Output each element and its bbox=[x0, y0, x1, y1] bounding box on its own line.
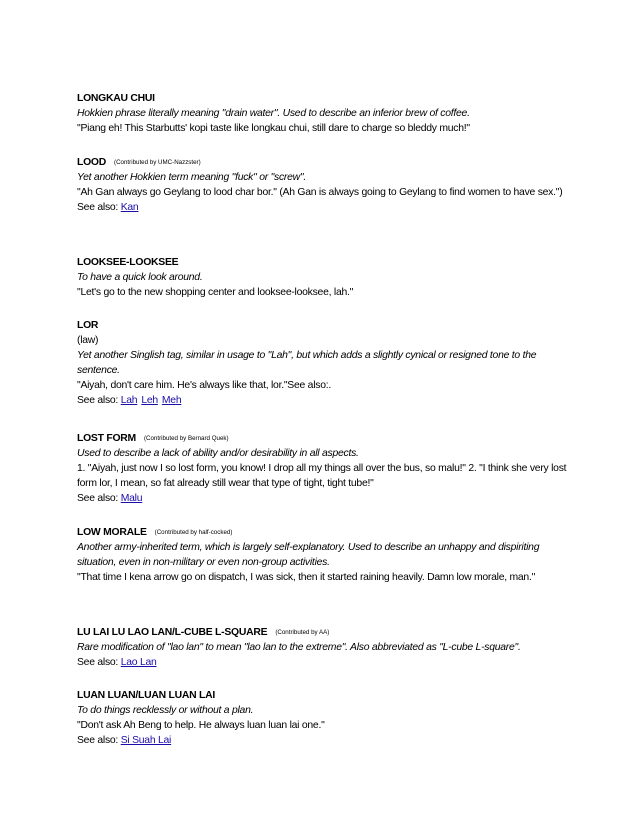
entry-definition: Hokkien phrase literally meaning "drain water". Used to describe an inferior brew of coffee. bbox=[77, 108, 470, 119]
see-also-link-si-suah-lai[interactable]: Si Suah Lai bbox=[120, 735, 172, 746]
entry-lor bbox=[77, 318, 577, 408]
see-also-label: See also: bbox=[77, 202, 119, 213]
entry-example: 1. "Aiyah, just now I so lost form, you know! I drop all my things all over the bus, so malu!" 2. "I think she very lost form lor, I mean, so fat already still wear that type of tight, tight tube!" bbox=[77, 463, 567, 489]
entry-contributor: (Contributed by AA) bbox=[275, 629, 330, 636]
see-also-link-kan[interactable]: Kan bbox=[120, 202, 139, 213]
entry-term: LOW MORALE bbox=[77, 527, 147, 538]
see-also-link-malu[interactable]: Malu bbox=[120, 493, 143, 504]
entry-term: LOOD bbox=[77, 157, 107, 168]
entry-see-also bbox=[77, 200, 577, 215]
entry-definition: Another army-inherited term, which is largely self-explanatory. Used to describe an unhappy and dispiriting situation, even in non-military or even non-group activities. bbox=[77, 542, 540, 568]
entry-lost-form bbox=[77, 431, 577, 506]
entry-lu-lai-lu-lao-lan bbox=[77, 625, 577, 670]
entry-looksee-looksee bbox=[77, 255, 577, 300]
entry-example: "Don't ask Ah Beng to help. He always luan luan lai one." bbox=[77, 720, 325, 731]
entry-definition: Used to describe a lack of ability and/or desirability in all aspects. bbox=[77, 448, 359, 459]
see-also-link-lao-lan[interactable]: Lao Lan bbox=[120, 657, 157, 668]
see-also-link-meh[interactable]: Meh bbox=[161, 395, 182, 406]
entry-see-also bbox=[77, 393, 577, 408]
entry-term: LOOKSEE-LOOKSEE bbox=[77, 257, 179, 268]
entry-longkau-chui bbox=[77, 91, 577, 136]
entry-lood bbox=[77, 155, 577, 215]
entry-term: LONGKAU CHUI bbox=[77, 93, 155, 104]
entry-contributor: (Contributed by Bernard Quek) bbox=[143, 435, 229, 442]
entry-term: LOR bbox=[77, 320, 99, 331]
entry-definition: To have a quick look around. bbox=[77, 272, 203, 283]
entry-example: "Piang eh! This Starbutts' kopi taste like longkau chui, still dare to charge so bleddy much!" bbox=[77, 123, 470, 134]
entry-definition: To do things recklessly or without a plan. bbox=[77, 705, 254, 716]
entry-low-morale bbox=[77, 525, 577, 585]
see-also-label: See also: bbox=[77, 735, 119, 746]
entry-definition: Yet another Singlish tag, similar in usage to "Lah", but which adds a slightly cynical or resigned tone to the sentence. bbox=[77, 350, 537, 376]
see-also-label: See also: bbox=[77, 395, 119, 406]
entry-example: "Aiyah, don't care him. He's always like that, lor."See also:. bbox=[77, 380, 332, 391]
entry-see-also bbox=[77, 491, 577, 506]
see-also-link-leh[interactable]: Leh bbox=[141, 395, 158, 406]
entry-contributor: (Contributed by UMC-Nazzster) bbox=[114, 159, 201, 166]
see-also-link-lah[interactable]: Lah bbox=[120, 395, 138, 406]
entry-term: LUAN LUAN/LUAN LUAN LAI bbox=[77, 690, 215, 701]
entry-pronunciation: (law) bbox=[77, 335, 99, 346]
entry-contributor: (Contributed by half-cocked) bbox=[154, 529, 233, 536]
entry-example: "That time I kena arrow go on dispatch, I was sick, then it started raining heavily. Damn low morale, man." bbox=[77, 572, 536, 583]
entry-term: LU LAI LU LAO LAN/L-CUBE L-SQUARE bbox=[77, 627, 268, 638]
see-also-label: See also: bbox=[77, 657, 119, 668]
entry-luan-luan bbox=[77, 688, 577, 748]
entry-see-also bbox=[77, 655, 577, 670]
entry-definition: Yet another Hokkien term meaning "fuck" or "screw". bbox=[77, 172, 306, 183]
see-also-label: See also: bbox=[77, 493, 119, 504]
entry-definition: Rare modification of "lao lan" to mean "lao lan to the extreme". Also abbreviated as "L-cube L-square". bbox=[77, 642, 521, 653]
entry-example: "Let's go to the new shopping center and looksee-looksee, lah." bbox=[77, 287, 354, 298]
entry-see-also bbox=[77, 733, 577, 748]
entry-term: LOST FORM bbox=[77, 433, 136, 444]
entry-example: "Ah Gan always go Geylang to lood char bor." (Ah Gan is always going to Geylang to find women to have sex.") bbox=[77, 187, 563, 198]
